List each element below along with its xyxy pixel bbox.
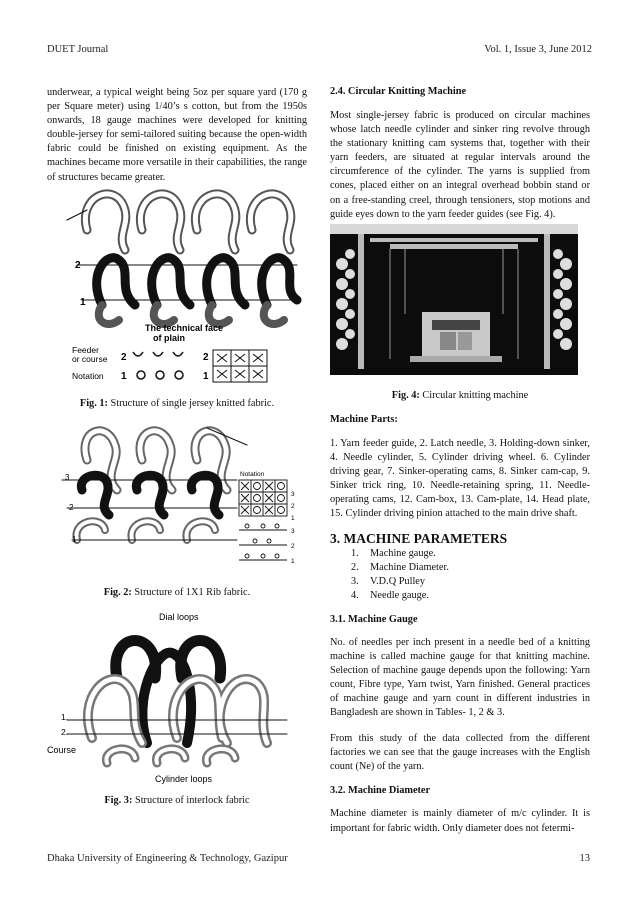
list-number: 2.: [351, 561, 359, 573]
fig4-caption-text: Circular knitting machine: [419, 390, 529, 401]
section-3-2-text: Machine diameter is mainly diameter of m/c cylinder. It is important for fabric width. Only diameter does not fetermi-: [330, 808, 590, 834]
list-item: [330, 589, 590, 603]
fig1-caption-label: Fig. 1:: [79, 398, 108, 409]
fig2-row2: 2: [69, 503, 74, 512]
fig1-feeder-label: Feeder: [72, 345, 99, 355]
fig3-course-1: 1.: [61, 712, 69, 722]
fig1-feeder-2: 2: [121, 352, 127, 363]
fig4-machine-photo: [330, 224, 578, 375]
fig1-caption: [47, 398, 307, 409]
fig1-course-1: 1: [80, 297, 86, 308]
fig2-rib-diagram: [47, 420, 307, 585]
page-number: 13: [579, 853, 590, 864]
fig1-feeder-1: 1: [121, 371, 127, 382]
fig3-dial-label: Dial loops: [159, 612, 199, 622]
fig3-caption: [47, 795, 307, 806]
fig1-notation-2: 2: [203, 352, 209, 363]
fig2-course-2: 2: [291, 543, 295, 550]
fig2-caption-text: Structure of 1X1 Rib fabric.: [131, 587, 251, 598]
fig3-cylinder-label: Cylinder loops: [155, 774, 213, 784]
fig2-course-1: 1: [291, 558, 295, 565]
left-column: [47, 86, 307, 185]
fig1-course-label: or course: [72, 354, 108, 364]
fig2-caption: [47, 587, 307, 598]
fig3-course-2: 2.: [61, 727, 69, 737]
fig4-caption-label: Fig. 4:: [391, 390, 420, 401]
list-text: Needle gauge.: [370, 589, 429, 601]
section-2-4-title: 2.4. Circular Knitting Machine: [330, 86, 467, 97]
machine-parts-text: 1. Yarn feeder guide, 2. Latch needle, 3. Holding-down sinker, 4. Needle cylinder, 5. Cylinder driving wheel. 6. Cylinder driving gear, 7. Sinker-operating cams, 8. Sinker cam-cap, 9. Sinker trick ring, 10. Needle-retaining spring, 11. Needle-operating cams, 12. Cam-box, 13. Cam-plate, 14. Head plate, 15. Cylinder driving pinion attached to the main drive shaft.: [330, 438, 590, 520]
list-text: Machine Diameter.: [370, 561, 449, 573]
fig1-face-label-2: of plain: [153, 333, 185, 343]
section-3-title: 3. MACHINE PARAMETERS: [330, 530, 508, 546]
fig1-notation-label: Notation: [72, 371, 104, 381]
section-3-1-paragraph-1: No. of needles per inch present in a needle bed of a knitting machine is called machine gauge for that knitting machine. Selection of machine gauge depends upon the following: Yarn count, Fibre type, Yarn twist, Yarn finished. General practices of machine gauge and yarn count in different industries in Bangladesh are shown in Tables- 1, 2 & 3.: [330, 636, 590, 719]
fig1-caption-text: Structure of single jersey knitted fabric.: [107, 398, 275, 409]
machine-parts-block: [330, 414, 590, 836]
list-item: [330, 561, 590, 575]
list-number: 4.: [351, 589, 359, 601]
fig2-course-3: 3: [291, 528, 295, 535]
fig4-caption: [330, 390, 590, 401]
footer-institution: Dhaka University of Engineering & Technology, Gazipur: [47, 853, 288, 864]
journal-name: DUET Journal: [47, 44, 109, 55]
list-text: Machine gauge.: [370, 547, 436, 559]
list-number: 3.: [351, 575, 359, 587]
fig2-caption-label: Fig. 2:: [103, 587, 132, 598]
section-3-1-paragraph-2: From this study of the data collected from the different factories we can see that the gauge increases with the English count (Ne) of the yarn.: [330, 733, 590, 773]
fig2-notation-label: Notation: [240, 471, 265, 478]
fig3-caption-text: Structure of interlock fabric: [132, 795, 250, 806]
fig2-notation-3: 3: [291, 491, 295, 498]
fig2-row3: 3: [65, 473, 70, 482]
intro-paragraph: underwear, a typical weight being 5oz per square yard (170 g per Square meter) using 1/40’s s cotton, but from the 1950s onwards, 18 gauge machines were developed for knitting double-jersey for semi-tailored suiting because the open-width fabric could be finished on existing equipment. As the machines became more versatile in their capabilities, the range of structures became greater.: [47, 87, 307, 183]
section-2-4-text: Most single-jersey fabric is produced on circular machines whose latch needle cylinder and sinker ring revolve through the stationary knitting cam systems that, together with their yarn feeders, are situated at regular intervals around the circumference of the cylinder. The yarns is supplied from cones, placed either on an integral overhead bobbin stand or on a free-standing creel, through tensioners, stop motions and guide eyes down to the yarn feeder guides (see Fig. 4).: [330, 110, 590, 220]
list-text: V.D.Q Pulley: [370, 575, 426, 587]
parameter-list: [330, 547, 590, 603]
fig2-notation-1: 1: [291, 515, 295, 522]
section-3-2-title: 3.2. Machine Diameter: [330, 785, 431, 797]
list-number: 1.: [351, 547, 359, 559]
right-column: [330, 86, 590, 222]
fig3-course-label: Course: [47, 745, 77, 755]
list-item: [330, 547, 590, 561]
machine-parts-title: Machine Parts:: [330, 414, 398, 425]
fig1-notation-1: 1: [203, 371, 209, 382]
fig3-caption-label: Fig. 3:: [104, 795, 133, 806]
fig1-course-2: 2: [75, 260, 81, 271]
fig3-interlock-diagram: [47, 608, 307, 786]
fig1-face-label: The technical face: [145, 323, 224, 333]
section-3-1-title: 3.1. Machine Gauge: [330, 613, 418, 625]
fig1-single-jersey-diagram: [47, 180, 307, 385]
list-item: [330, 575, 590, 589]
fig2-row1: 1: [72, 535, 77, 544]
issue-info: Vol. 1, Issue 3, June 2012: [484, 44, 592, 55]
fig2-notation-2: 2: [291, 503, 295, 510]
